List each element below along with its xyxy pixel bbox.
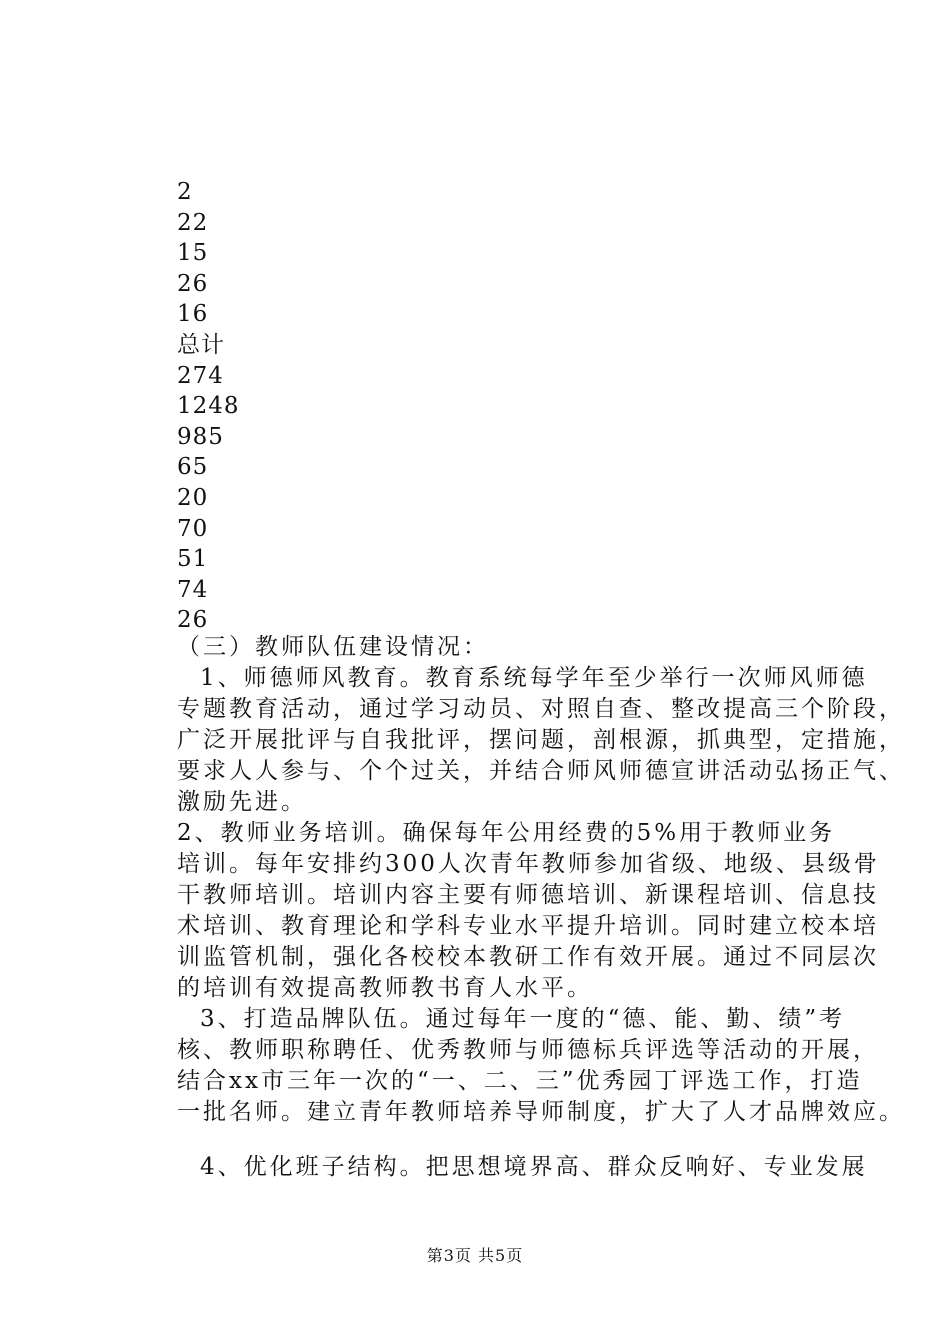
paragraph-1-line-3: 广泛开展批评与自我批评，摆问题，剖根源，抓典型，定措施， [177, 727, 905, 753]
table-value: 26 [177, 270, 209, 297]
table-value: 274 [177, 362, 224, 389]
table-value: 1248 [177, 393, 240, 420]
paragraph-2-line-2: 培训。每年安排约300人次青年教师参加省级、地级、县级骨 [177, 851, 880, 877]
paragraph-2-line-6: 的培训有效提高教师教书育人水平。 [177, 975, 593, 1001]
paragraph-3-line-3: 结合xx市三年一次的“一、二、三”优秀园丁评选工作，打造 [177, 1068, 863, 1094]
table-value: 16 [177, 301, 209, 328]
table-value: 70 [177, 515, 209, 542]
paragraph-2-line-4: 术培训、教育理论和学科专业水平提升培训。同时建立校本培 [177, 913, 879, 939]
paragraph-3-line-2: 核、教师职称聘任、优秀教师与师德标兵评选等活动的开展， [177, 1037, 879, 1063]
table-value: 65 [177, 454, 209, 481]
page-footer: 第3页 共5页 [426, 1246, 524, 1265]
table-total-label: 总计 [177, 331, 225, 358]
paragraph-2-line-5: 训监管机制，强化各校校本教研工作有效开展。通过不同层次 [177, 944, 879, 970]
paragraph-1-line-1: 1、师德师风教育。教育系统每学年至少举行一次师风师德 [200, 665, 868, 691]
paragraph-3-line-1: 3、打造品牌队伍。通过每年一度的“德、能、勤、绩”考 [200, 1006, 846, 1032]
paragraph-1-line-4: 要求人人参与、个个过关，并结合师风师德宣讲活动弘扬正气、 [177, 758, 905, 784]
paragraph-2-line-3: 干教师培训。培训内容主要有师德培训、新课程培训、信息技 [177, 882, 879, 908]
table-value: 2 [177, 179, 193, 205]
paragraph-1-line-2: 专题教育活动，通过学习动员、对照自查、整改提高三个阶段， [177, 696, 905, 722]
paragraph-3-line-4: 一批名师。建立青年教师培养导师制度，扩大了人才品牌效应。 [177, 1099, 905, 1125]
table-value: 20 [177, 484, 209, 511]
table-value: 26 [177, 607, 209, 634]
table-value: 15 [177, 240, 209, 267]
table-remnant-values [177, 177, 240, 636]
table-value: 985 [177, 423, 224, 450]
paragraph-4-line-1: 4、优化班子结构。把思想境界高、群众反响好、专业发展 [200, 1154, 868, 1180]
section-heading: （三）教师队伍建设情况： [177, 634, 489, 660]
table-value: 74 [177, 576, 209, 603]
table-value: 22 [177, 209, 209, 236]
paragraph-1-line-5: 激励先进。 [177, 789, 307, 815]
table-value: 51 [177, 546, 209, 573]
paragraph-2-line-1: 2、教师业务培训。确保每年公用经费的5%用于教师业务 [177, 820, 836, 846]
